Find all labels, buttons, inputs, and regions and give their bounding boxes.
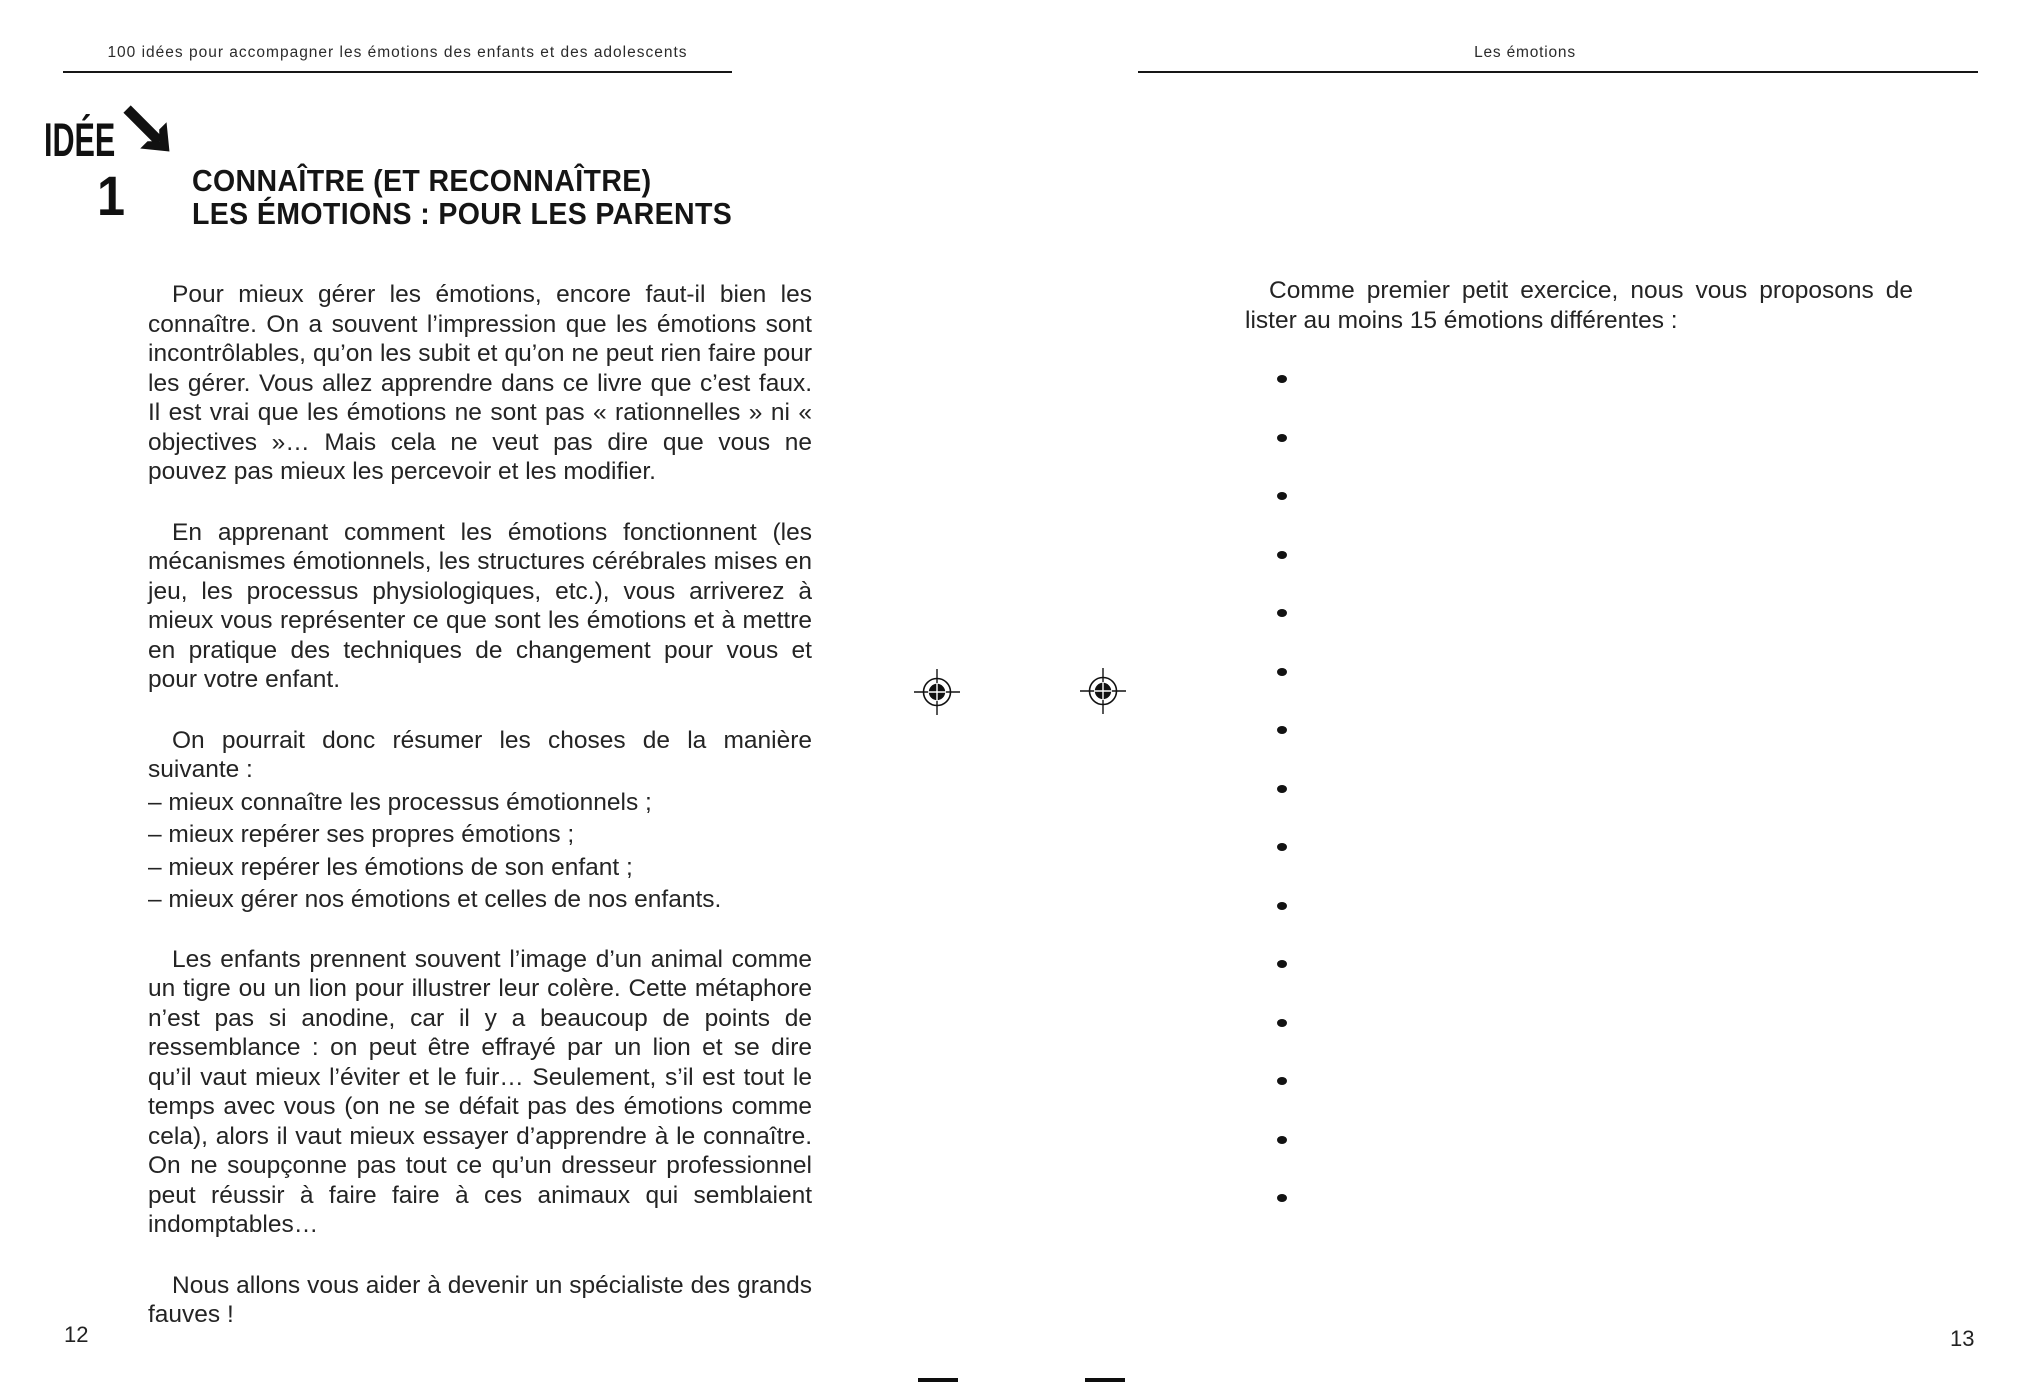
bullet-point <box>1277 726 1287 734</box>
bullet-point <box>1277 551 1287 559</box>
dash-list-item: – mieux repérer les émotions de son enfant ; <box>148 853 633 881</box>
bullet-point <box>1277 609 1287 617</box>
emotion-bullet-list <box>1277 375 1287 1253</box>
running-head-right <box>1138 44 1978 73</box>
dash-list-item: – mieux repérer ses propres émotions ; <box>148 821 575 848</box>
bullet-point <box>1277 1019 1287 1027</box>
right-page-body <box>1245 276 1913 335</box>
paragraph-1: Pour mieux gérer les émotions, encore faut-il bien les connaître. On a souvent l’impression que les émotions sont incontrôlables, qu’on les subit et qu’on ne peut rien faire pour les gérer. Vous allez apprendre dans ce livre que c’est faux. Il est vrai que les émotions ne sont pas « rationnelles » ni « objectives »… Mais cela ne veut pas dire que vous ne pouvez pas mieux les percevoir et les modifier. <box>148 281 812 485</box>
exercise-paragraph: Comme premier petit exercice, nous vous proposons de lister au moins 15 émotions différentes : <box>1245 277 1913 334</box>
running-head-left <box>63 44 732 73</box>
page-number-left: 12 <box>64 1322 89 1347</box>
chapter-title-line1: CONNAÎTRE (ET RECONNAÎTRE) <box>192 163 652 198</box>
bullet-point <box>1277 785 1287 793</box>
dash-list-item: – mieux gérer nos émotions et celles de nos enfants. <box>148 886 722 913</box>
idea-label: IDÉE <box>44 113 116 166</box>
crop-mark <box>918 1378 958 1382</box>
dash-list-item: – mieux connaître les processus émotionnels ; <box>148 788 652 816</box>
bullet-point <box>1277 843 1287 851</box>
running-head-right-text: Les émotions <box>1474 44 1576 61</box>
bullet-point <box>1277 375 1287 383</box>
paragraph-2: En apprenant comment les émotions fonctionnent (les mécanismes émotionnels, les structures cérébrales mises en jeu, les processus physiologiques, etc.), vous arriverez à mieux vous représenter ce que sont les émotions et à mettre en pratique des techniques de changement pour vous et pour votre enfant. <box>148 518 812 693</box>
chapter-title-line2: LES ÉMOTIONS : POUR LES PARENTS <box>192 196 733 231</box>
paragraph-3-intro: On pourrait donc résumer les choses de la manière suivante : <box>148 726 812 783</box>
paragraph-5: Nous allons vous aider à devenir un spécialiste des grands fauves ! <box>148 1271 812 1328</box>
paragraph-4: Les enfants prennent souvent l’image d’un animal comme un tigre ou un lion pour illustrer leur colère. Cette métaphore n’est pas si anodine, car il y a beaucoup de points de ressemblance : on peut être effrayé par un lion et se dire qu’il vaut mieux l’éviter et le fuir… Seulement, s’il est tout le temps avec vous (on ne se défait pas des émotions comme cela), alors il vaut mieux essayer d’apprendre à le connaître. On ne soupçonne pas tout ce qu’un dresseur professionnel peut réussir à faire faire à ces animaux qui semblaient indomptables… <box>148 945 812 1238</box>
bullet-point <box>1277 434 1287 442</box>
chapter-title <box>192 164 836 230</box>
running-head-left-text: 100 idées pour accompagner les émotions des enfants et des adolescents <box>107 44 688 61</box>
bullet-point <box>1277 668 1287 676</box>
registration-mark-icon <box>913 668 961 716</box>
bullet-point <box>1277 902 1287 910</box>
bullet-point <box>1277 492 1287 500</box>
arrow-down-right-icon <box>118 100 180 162</box>
left-page-body <box>148 280 812 1361</box>
registration-mark-icon <box>1079 667 1127 715</box>
summary-dash-list <box>148 787 812 917</box>
bullet-point <box>1277 1077 1287 1085</box>
bullet-point <box>1277 960 1287 968</box>
crop-mark <box>1085 1378 1125 1382</box>
idea-number: 1 <box>97 164 126 227</box>
bullet-point <box>1277 1136 1287 1144</box>
bullet-point <box>1277 1194 1287 1202</box>
page-number-right: 13 <box>1950 1326 1975 1351</box>
